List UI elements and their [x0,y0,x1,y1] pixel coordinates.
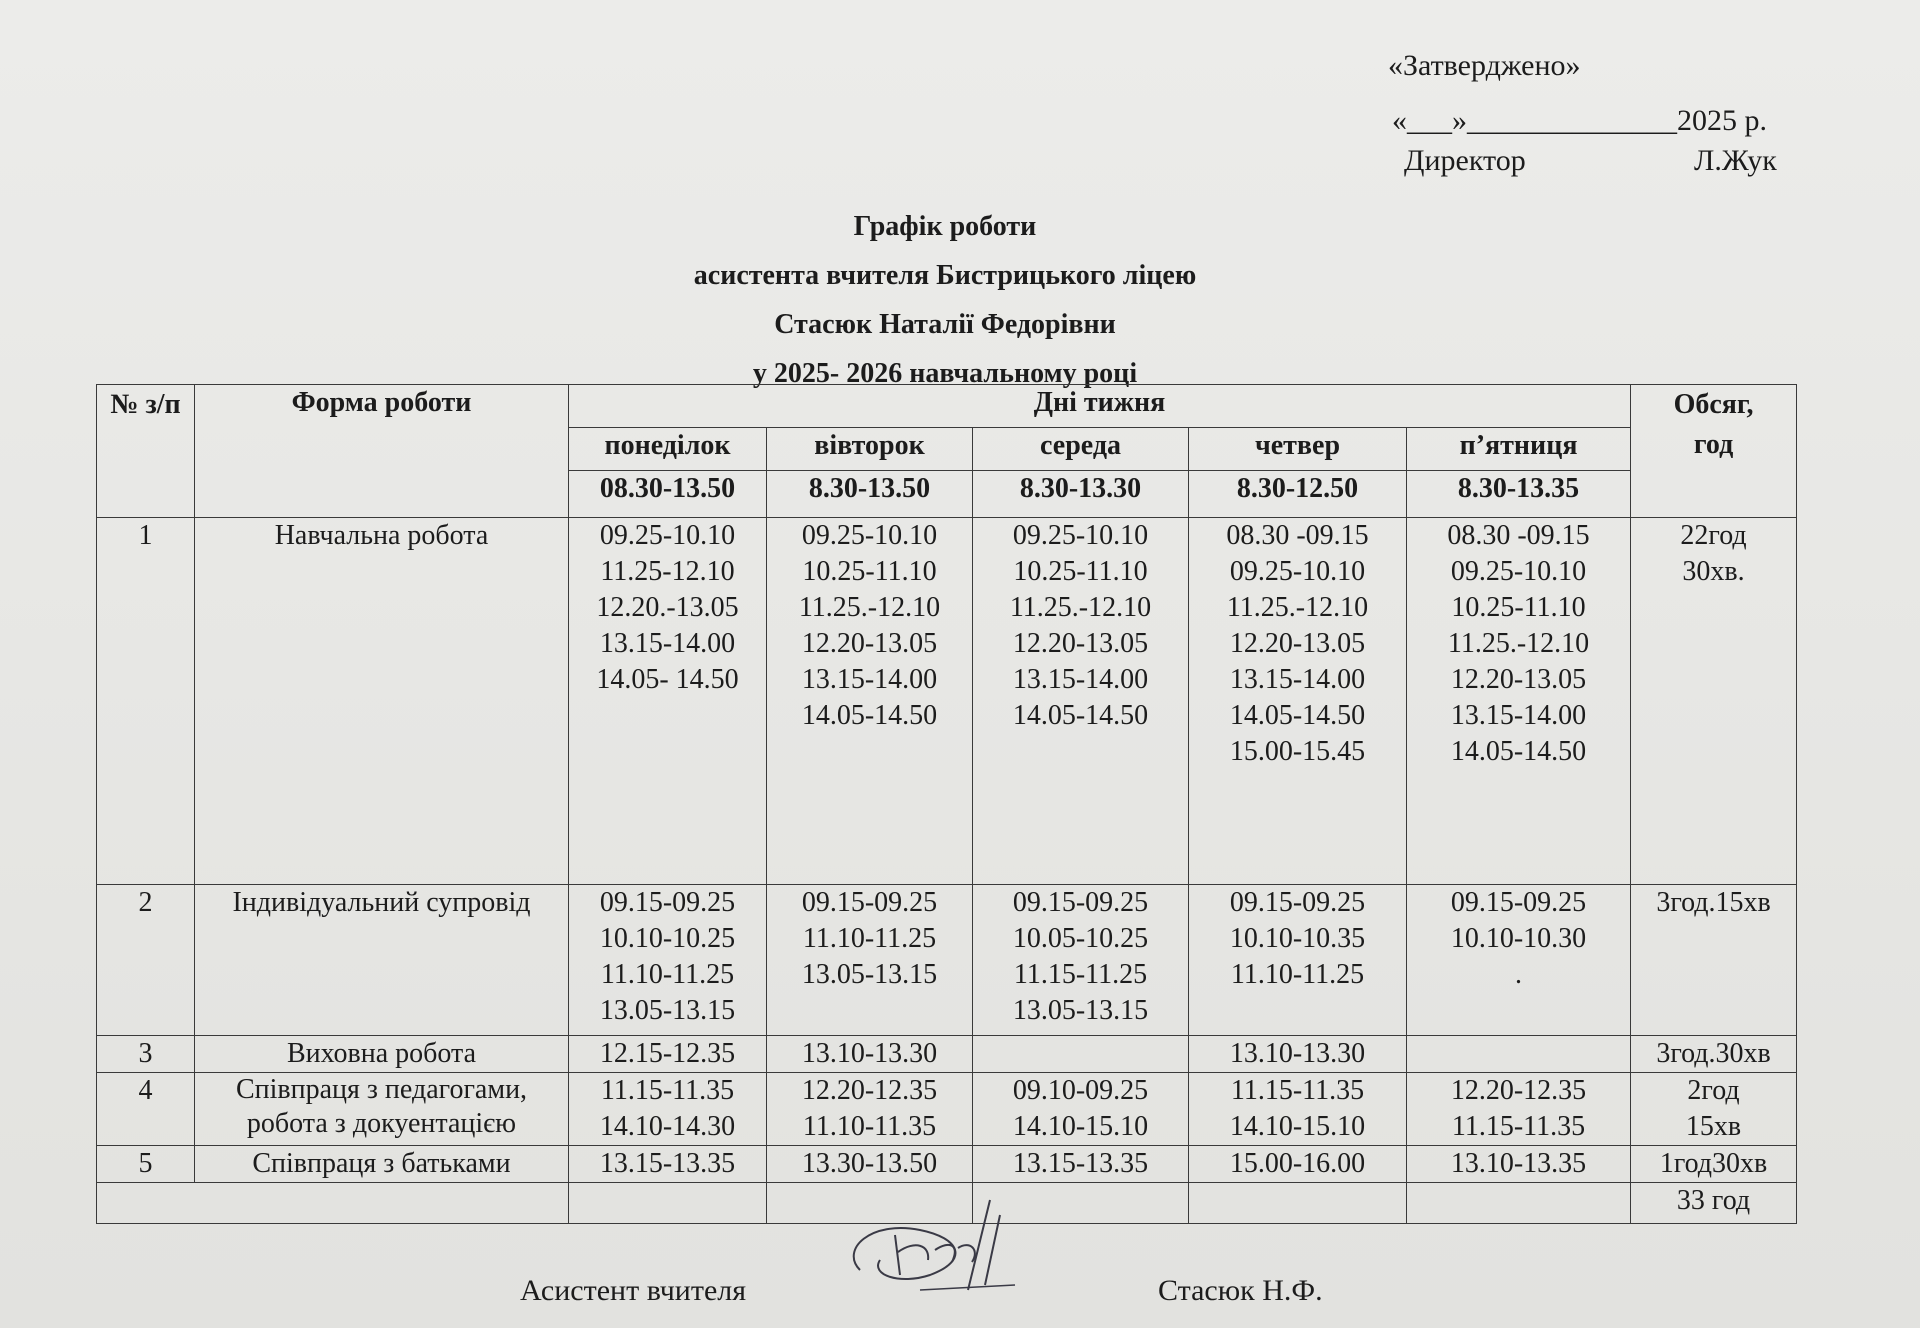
time-slot: 13.05-13.15 [1012,995,1149,1026]
approval-name: Л.Жук [1694,144,1777,177]
approval-signatory [1404,144,1777,178]
footer-role: Асистент вчителя [520,1274,747,1307]
time-slot: 13.15-14.00 [1012,664,1149,695]
cell-tue [767,1073,973,1146]
time-slot: 13.15-14.00 [801,664,938,695]
header-hours-tue: 8.30-13.50 [767,471,973,518]
time-slot: 11.10-11.25 [1230,959,1365,990]
cell-mon [569,1146,767,1183]
cell-fri [1407,1146,1631,1183]
row-form-line: робота з докуентацією [246,1108,517,1139]
time-slot: 09.25-10.10 [1229,556,1366,587]
header-num [97,385,195,518]
time-slot: 12.20-13.05 [801,628,938,659]
schedule-table [96,384,1797,1224]
title-line-3: Стасюк Наталії Федорівни [774,309,1116,340]
time-slot: 11.25.-12.10 [1226,592,1369,623]
header-hours-fri: 8.30-13.35 [1407,471,1631,518]
time-slot: 11.15-11.35 [1230,1075,1365,1106]
cell-wed [973,885,1189,1036]
time-slot: 12.20-12.35 [801,1075,938,1106]
cell-wed [973,1146,1189,1183]
cell-fri [1407,518,1631,885]
time-slot: 08.30 -09.15 [1226,520,1369,551]
time-slot: 15.00-16.00 [1229,1148,1366,1179]
time-slot: 14.10-14.30 [599,1111,736,1142]
header-day-thu: четвер [1189,428,1407,471]
time-slot: 11.25.-12.10 [1009,592,1152,623]
cell-mon [569,885,767,1036]
cell-thu [1189,518,1407,885]
cell-tue [767,1036,973,1073]
table-row [97,518,1797,885]
time-slot: 09.15-09.25 [1229,887,1366,918]
footer-name: Стасюк Н.Ф. [1158,1274,1323,1307]
signature-image [840,1190,1020,1310]
table-row [97,1036,1797,1073]
title-line-2: асистента вчителя Бистрицького ліцею [693,260,1197,291]
cell-thu [1189,1036,1407,1073]
time-slot: 12.20.-13.05 [596,592,739,623]
time-slot: 13.30-13.50 [801,1148,938,1179]
cell-thu [1189,885,1407,1036]
table-row [97,1073,1797,1146]
time-slot: 12.20-13.05 [1450,664,1587,695]
time-slot: 14.10-15.10 [1012,1111,1149,1142]
header-volume [1631,385,1797,518]
header-volume-label: Обсяг, год [1673,389,1754,460]
time-slot: 13.15-14.00 [1229,664,1366,695]
time-slot: 15.00-15.45 [1229,736,1366,767]
time-slot: 10.25-11.10 [1013,556,1148,587]
row-form [195,1073,569,1146]
header-day-mon: понеділок [569,428,767,471]
time-slot: 13.15-13.35 [1012,1148,1149,1179]
time-slot: 09.25-10.10 [599,520,736,551]
row-volume [1631,885,1797,1036]
time-slot: 14.10-15.10 [1229,1111,1366,1142]
time-slot: 09.10-09.25 [1012,1075,1149,1106]
volume-line: 22год [1680,520,1747,551]
cell-fri [1407,885,1631,1036]
time-slot: 13.05-13.15 [801,959,938,990]
time-slot: 09.25-10.10 [1450,556,1587,587]
time-slot: 14.05-14.50 [1450,736,1587,767]
approval-stamp-text: «Затверджено» [1388,49,1581,82]
time-slot: 14.05- 14.50 [596,664,739,695]
time-slot: 08.30 -09.15 [1447,520,1590,551]
total-volume: 33 год [1631,1183,1797,1224]
row-num: 5 [97,1146,195,1183]
time-slot: 14.05-14.50 [1012,700,1149,731]
header-hours-thu: 8.30-12.50 [1189,471,1407,518]
document-title [0,202,1890,398]
total-empty-cell [1189,1183,1407,1224]
header-day-fri: п’ятниця [1407,428,1631,471]
time-slot: 13.15-14.00 [599,628,736,659]
total-empty-cell [569,1183,767,1224]
time-slot: 13.10-13.35 [1450,1148,1587,1179]
row-form: Співпраця з батьками [195,1146,569,1183]
time-slot: 09.15-09.25 [1012,887,1149,918]
title-line-1: Графік роботи [853,211,1037,242]
time-slot: 11.15-11.35 [1451,1111,1586,1142]
time-slot: 14.05-14.50 [801,700,938,731]
time-slot: 11.10-11.25 [802,923,937,954]
cell-mon [569,1036,767,1073]
time-slot: 13.05-13.15 [599,995,736,1026]
time-slot: 09.25-10.10 [801,520,938,551]
cell-fri [1407,1073,1631,1146]
cell-thu [1189,1073,1407,1146]
time-slot: 12.15-12.35 [599,1038,736,1069]
time-slot: 11.25.-12.10 [798,592,941,623]
cell-wed [973,1073,1189,1146]
cell-wed [973,1036,1189,1073]
volume-line: 15хв [1685,1111,1742,1142]
cell-mon [569,518,767,885]
time-slot: 11.15-11.35 [600,1075,735,1106]
row-form: Навчальна робота [195,518,569,885]
row-num: 4 [97,1073,195,1146]
time-slot: 13.15-14.00 [1450,700,1587,731]
row-form: Індивідуальний супровід [195,885,569,1036]
cell-thu [1189,1146,1407,1183]
row-num: 1 [97,518,195,885]
time-slot: 13.10-13.30 [1229,1038,1366,1069]
title-line-4: у 2025- 2026 навчальному році [752,358,1138,389]
time-slot: . [1515,959,1523,990]
schedule-body [97,518,1797,1224]
time-slot: 09.25-10.10 [1012,520,1149,551]
time-slot: 11.25.-12.10 [1447,628,1590,659]
row-form: Виховна робота [195,1036,569,1073]
time-slot: 12.20-12.35 [1450,1075,1587,1106]
cell-mon [569,1073,767,1146]
total-blank [97,1183,569,1224]
time-slot: 12.20-13.05 [1012,628,1149,659]
approval-position: Директор [1404,144,1526,177]
header-days-group: Дні тижня [569,385,1631,428]
header-day-wed: середа [973,428,1189,471]
time-slot: 10.25-11.10 [1451,592,1586,623]
time-slot: 14.05-14.50 [1229,700,1366,731]
time-slot: 13.10-13.30 [801,1038,938,1069]
volume-line: 2год [1687,1075,1740,1106]
time-slot: 11.15-11.25 [1013,959,1148,990]
cell-wed [973,518,1189,885]
row-volume [1631,1146,1797,1183]
cell-tue [767,885,973,1036]
cell-fri [1407,1036,1631,1073]
time-slot: 09.15-09.25 [599,887,736,918]
time-slot: 12.20-13.05 [1229,628,1366,659]
time-slot: 10.05-10.25 [1012,923,1149,954]
table-row [97,885,1797,1036]
time-slot: 11.25-12.10 [600,556,735,587]
time-slot: 11.10-11.35 [802,1111,937,1142]
header-hours-mon: 08.30-13.50 [569,471,767,518]
volume-line: 1год30хв [1659,1148,1768,1179]
row-num: 2 [97,885,195,1036]
time-slot: 10.10-10.35 [1229,923,1366,954]
time-slot: 10.10-10.25 [599,923,736,954]
time-slot: 10.10-10.30 [1450,923,1587,954]
volume-line: 3год.30хв [1656,1038,1771,1069]
volume-line: 3год.15хв [1656,887,1771,918]
row-volume [1631,1073,1797,1146]
time-slot: 09.15-09.25 [801,887,938,918]
header-num-label: № з/п [110,389,181,420]
time-slot: 11.10-11.25 [600,959,735,990]
time-slot: 13.15-13.35 [599,1148,736,1179]
header-hours-wed: 8.30-13.30 [973,471,1189,518]
approval-date-line: «___»______________2025 р. [1392,104,1767,137]
time-slot: 10.25-11.10 [802,556,937,587]
row-volume [1631,518,1797,885]
table-row [97,1146,1797,1183]
row-num: 3 [97,1036,195,1073]
time-slot: 09.15-09.25 [1450,887,1587,918]
total-empty-cell [1407,1183,1631,1224]
volume-line: 30хв. [1682,556,1745,587]
header-day-tue: вівторок [767,428,973,471]
row-volume [1631,1036,1797,1073]
cell-tue [767,1146,973,1183]
header-form: Форма роботи [195,385,569,518]
row-form-line: Співпраця з педагогами, [235,1074,528,1105]
cell-tue [767,518,973,885]
